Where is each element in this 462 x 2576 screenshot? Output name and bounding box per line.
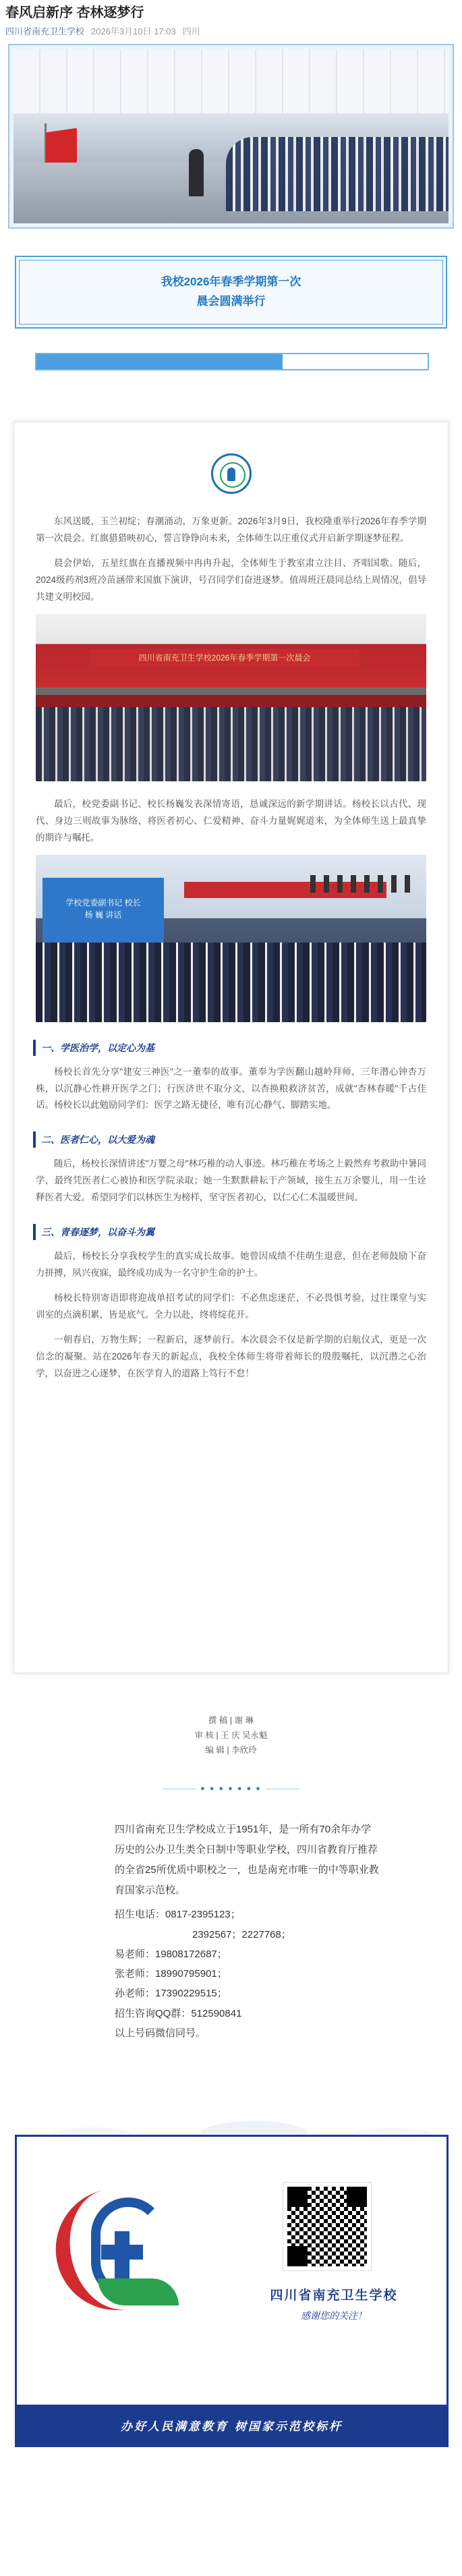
hero-photo-frame bbox=[8, 44, 454, 229]
body-paragraph-7: 杨校长特别寄语即将迎战单招考试的同学们：不必焦虑迷茫，不必畏惧考验，过往课堂与实训室的点滴积累，皆是底气。全力以赴，终将绽花开。 bbox=[36, 1293, 426, 1320]
progress-bar bbox=[35, 353, 429, 370]
footer-school-name: 四川省南充卫生学校 bbox=[270, 2288, 398, 2303]
body-paragraph-5: 随后，杨校长深情讲述"万婴之母"林巧稚的动人事迹。林巧稚在考场之上毅然弃考救助中暑同学，最终凭医者仁心被协和医学院录取；她一生默默耕耘于产领域，接生五万余婴儿，用一生诠释医者大爱。希望同学们以林医生为榜样，坚守医者初心，以仁心仁术温暖世间。 bbox=[36, 1158, 426, 1203]
headline-line-1: 我校2026年春季学期第一次 bbox=[161, 275, 301, 288]
headline-line-2: 晨会圆满举行 bbox=[196, 294, 266, 308]
photo-audience bbox=[36, 707, 426, 781]
editor-editor: 编 辑 | 李欣玲 bbox=[205, 1745, 257, 1755]
progress-bar-fill bbox=[36, 354, 283, 369]
qr-code-icon[interactable] bbox=[283, 2183, 371, 2270]
contact-qq-group: 招生咨询QQ群：512590841 bbox=[115, 2007, 242, 2019]
photo-ceiling bbox=[13, 49, 449, 113]
body-paragraph-4: 杨校长首先分享"建安三神医"之一董奉的故事。董奉为学医翻山越岭拜师，三年潜心钟杏万株，以沉静心性耕开医学之门；行医济世不取分文，以杏换粮救济贫苦，成就"杏林春暖"千古佳话。杨校长以此勉励同学们：医学之路无捷径，唯有沉心静气、脚踏实地。 bbox=[36, 1066, 426, 1111]
qr-caption bbox=[250, 2285, 418, 2322]
headline-box bbox=[15, 256, 447, 329]
school-intro: 四川省南充卫生学校成立于1951年，是一所有70余年办学历史的公办卫生类全日制中等职业学校，四川省教育厅推荐的全省25所优质中职校之一，也是南充市唯一的中等职业教育国家示范校。 bbox=[115, 1824, 379, 1897]
contact-phone-main: 招生电话：0817-2395123； bbox=[115, 1909, 241, 1921]
section-heading-2: 二、医者仁心，以大爱为魂 bbox=[33, 1131, 426, 1148]
contact-teacher-yi: 易老师：19808172687； bbox=[115, 1948, 227, 1960]
photo-screen-line-1: 学校党委副书记 校长 bbox=[65, 897, 141, 907]
body-paragraph-1: 东风送暖，玉兰初绽；春潮涌动，万象更新。2026年3月9日，我校隆重举行2026年春季学期第一次晨会。红旗猎猎映初心，誓言铮铮向未来，全体师生以庄重仪式开启新学期逐梦征程。 bbox=[36, 515, 426, 543]
photo-screen-line-2: 杨 巍 讲话 bbox=[84, 909, 122, 920]
body-paragraph-6: 最后，杨校长分享我校学生的真实成长故事。她曾因成绩不佳萌生退意，但在老师鼓励下奋力拼搏，夙兴夜寐，最终成功成为一名守护生命的护士。 bbox=[36, 1251, 426, 1279]
footer-slogan: 办好人民满意教育 树国家示范校标杆 bbox=[17, 2405, 446, 2445]
photo-auditorium-stage[interactable] bbox=[36, 614, 426, 781]
headline-text bbox=[19, 260, 443, 325]
editor-reviewer: 审 核 | 王 庆 吴永魁 bbox=[194, 1730, 268, 1740]
photo-projection-screen bbox=[42, 878, 164, 943]
body-paragraph-2: 晨会伊始，五星红旗在直播视频中冉冉升起，全体师生于教室肃立注目、齐唱国歌。随后，2024级药剂3班冷苗涵带来国旗下演讲，号召同学们奋进逐梦。值周班汪晨同总结上周情况，倡导共建文明校园。 bbox=[36, 557, 426, 602]
photo-teacher-figure bbox=[189, 149, 204, 196]
editors-credits bbox=[0, 1714, 462, 1758]
photo-stage-banner: 四川省南充卫生学校2026年春季学期第一次晨会 bbox=[90, 649, 359, 667]
contact-phone-extra: 2392567；2227768； bbox=[192, 1928, 291, 1940]
logo-wrap bbox=[36, 453, 426, 497]
article-body-card bbox=[13, 422, 449, 1673]
editor-writer: 撰 稿 | 谢 琳 bbox=[208, 1715, 254, 1725]
cloud-decoration bbox=[0, 2070, 462, 2135]
photo-stage-lights bbox=[310, 875, 418, 893]
contact-wechat-note: 以上号码微信同号。 bbox=[115, 2027, 206, 2039]
school-emblem-icon bbox=[51, 2177, 185, 2332]
body-paragraph-8: 一朝春启，万物生辉；一程新启，逐梦前行。本次晨会不仅是新学期的启航仪式，更是一次信念的凝聚。站在2026年春天的新起点，我校全体师生将带着师长的殷殷嘱托，以沉潜之心治学，以奋进之心逐梦，在医学育人的道路上笃行不怠！ bbox=[36, 1335, 426, 1379]
photo-audience-2 bbox=[36, 943, 426, 1022]
article-title: 春风启新序 杏林逐梦行 bbox=[5, 5, 144, 20]
section-heading-1: 一、学医治学，以定心为基 bbox=[33, 1040, 426, 1056]
body-paragraph-3: 最后，校党委副书记、校长杨巍发表深情寄语，恳诚深远的新学期讲话。杨校长以古代、现代、身边三则故事为脉络，将医者初心、仁爱精神、奋斗力量娓娓道来，为全体师生送上最真挚的期许与嘱托。 bbox=[36, 798, 426, 843]
photo-students bbox=[226, 137, 449, 211]
contact-list bbox=[115, 1905, 462, 2043]
article-location: 四川 bbox=[182, 26, 200, 36]
hero-photo-assembly[interactable] bbox=[13, 49, 449, 223]
article-source-link[interactable]: 四川省南充卫生学校 bbox=[5, 26, 85, 36]
section-heading-3: 三、青春逐梦，以奋斗为翼 bbox=[33, 1224, 426, 1240]
photo-principal-speech[interactable] bbox=[36, 855, 426, 1022]
contact-teacher-zhang: 张老师：18990795901； bbox=[115, 1968, 227, 1980]
contact-teacher-sun: 孙老师：17390229515； bbox=[115, 1988, 227, 2000]
school-logo-icon bbox=[211, 453, 252, 494]
dot-divider: ● ● ● ● ● ● ● bbox=[0, 1785, 462, 1793]
article-datetime: 2026年3月10日 17:03 bbox=[91, 26, 176, 36]
article-meta bbox=[0, 24, 462, 44]
footer-thanks: 感谢您的关注！ bbox=[301, 2311, 367, 2322]
footer-card bbox=[15, 2135, 449, 2447]
